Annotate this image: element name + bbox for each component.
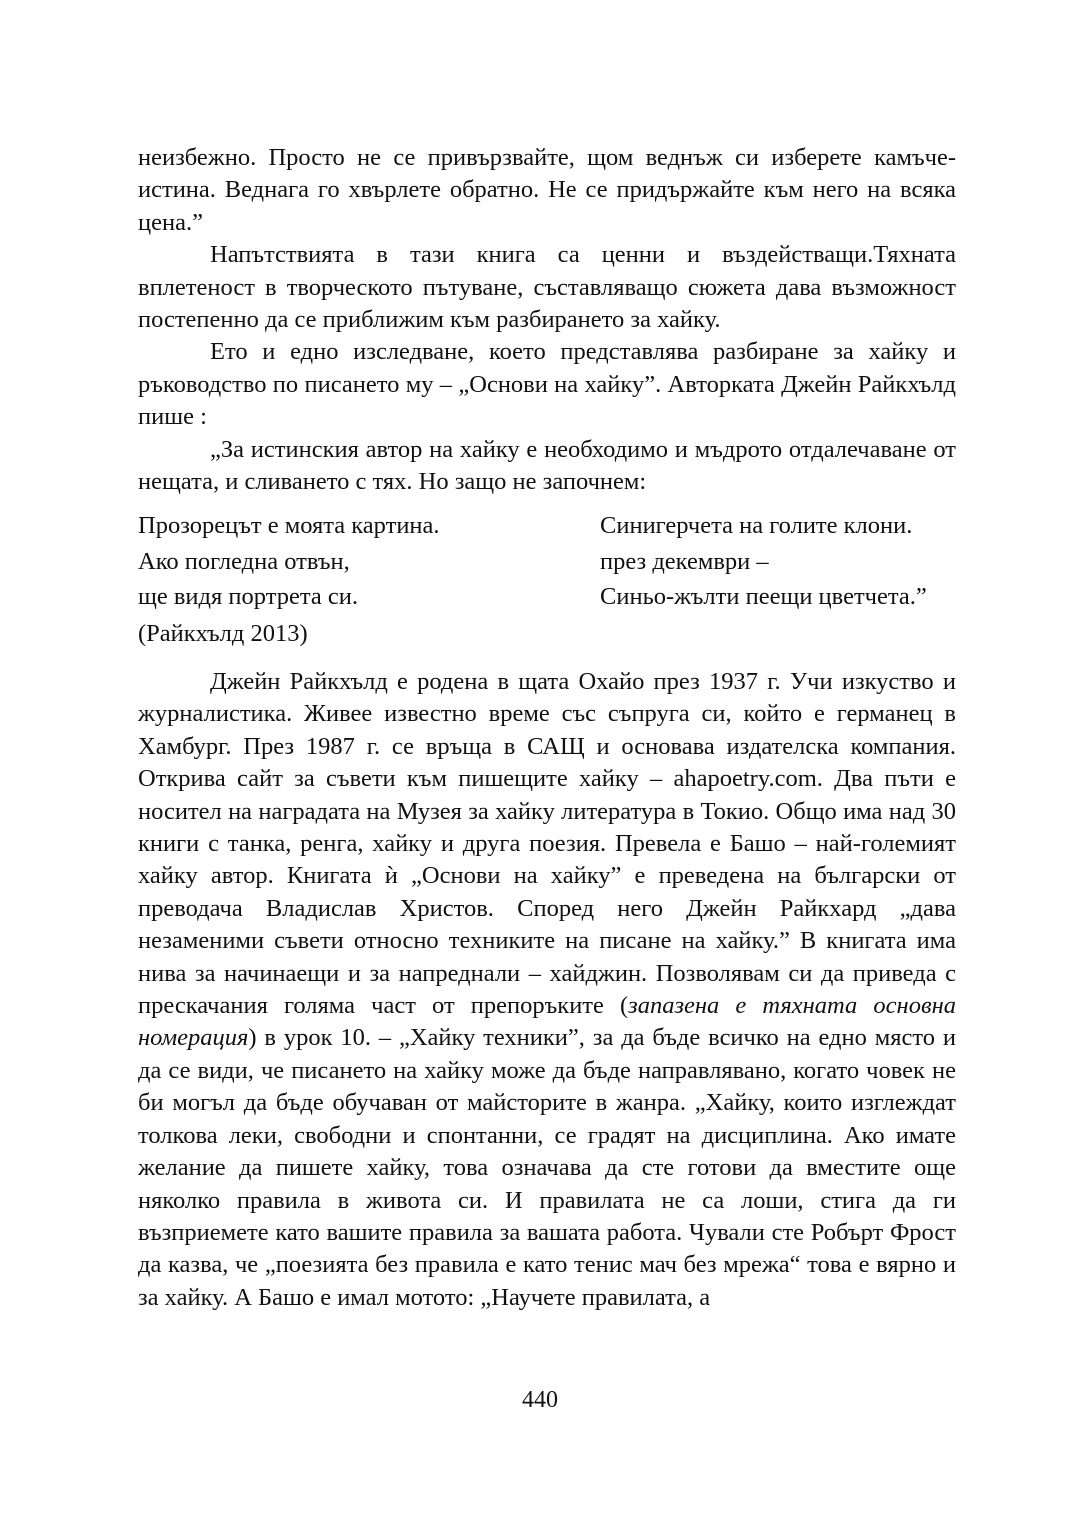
haiku-right-line: през декември – [600,547,769,575]
haiku-right-line: Синьо-жълти пеещи цветчета.” [600,583,927,610]
paragraph-continuation: неизбежно. Просто не се привързвайте, щом веднъж си изберете камъче-истина. Веднага го хвърлете обратно. Не се придържайте към него на всяка цена.” [138,144,956,236]
main-text-section [138,666,956,1314]
paragraph-biography [138,666,956,1314]
haiku-right-line: Синигерчета на голите клони. [600,512,913,539]
haiku-left-line: Прозорецът е моята картина. [138,512,440,539]
page-number: 440 [522,1387,558,1413]
haiku-right [600,508,927,615]
haiku-left-line: Ако погледна отвън, [138,547,350,575]
haiku-left [138,508,440,615]
paragraph-research: Ето и едно изследване, което представлява разбиране за хайку и ръководство по писането му – „Основи на хайку”. Авторката Джейн Райкхълд пише : [138,338,956,431]
biography-text-part2: ) в урок 10. – „Хайку техники”, за да бъде всичко на едно място и да се види, че писането на хайку може да бъде направлявано, когато човек не би могъл да бъде обучаван от майсторите в жанра. „Хайку, които изглеждат толкова леки, свободни и спонтанни, се градят на дисциплина. Ако имате желание да пишете хайку, това означава да сте готови да вместите още няколко правила в живота си. И правилата не са лоши, стига да ги възприемете като вашите правила за вашата работа. Чували сте Робърт Фрост да казва, че „поезията без правила е като тенис мач без мрежа“ това е вярно и за хайку. А Башо е имал мотото: „Научете правилата, а [138,1024,956,1311]
paragraph-guidance: Напътствията в тази книга са ценни и въздействащи.Тяхната вплетеност в творческото пътуване, съставляващо сюжета дава възможност постепенно да се приближим към разбирането за хайку. [138,241,956,334]
haiku-left-line: ще видя портрета си. [138,583,358,610]
biography-italic-note: запазена е тяхната основна номерация [138,992,956,1052]
top-text-section [138,142,956,498]
biography-text-part1: Джейн Райкхълд е родена в щата Охайо през 1937 г. Учи изкуство и журналистика. Живее известно време със съпруга си, който е германец в Хамбург. През 1987 г. се връща в САЩ и основава издателска компания. Открива сайт за съвети към пишещите хайку – ahapoetry.com. Два пъти е носител на наградата на Музея за хайку литература в Токио. Общо има над 30 книги с танка, ренга, хайку и друга поезия. Превела е Башо – най-големият хайку автор. Книгата ѝ „Основи на хайку” е преведена на български от преводача Владислав Христов. Според него Джейн Райкхард „дава незаменими съвети относно техниките на писане на хайку.” В книгата има нива за начинаещи и за напреднали – хайджин. Позволявам си да приведа с прескачания голяма част от препоръките ( [138,668,956,1020]
citation: (Райкхълд 2013) [138,620,308,647]
paragraph-quote-intro: „За истинския автор на хайку е необходимо и мъдрото отдалечаване от нещата, и сливането с тях. Но защо не започнем: [138,435,956,496]
